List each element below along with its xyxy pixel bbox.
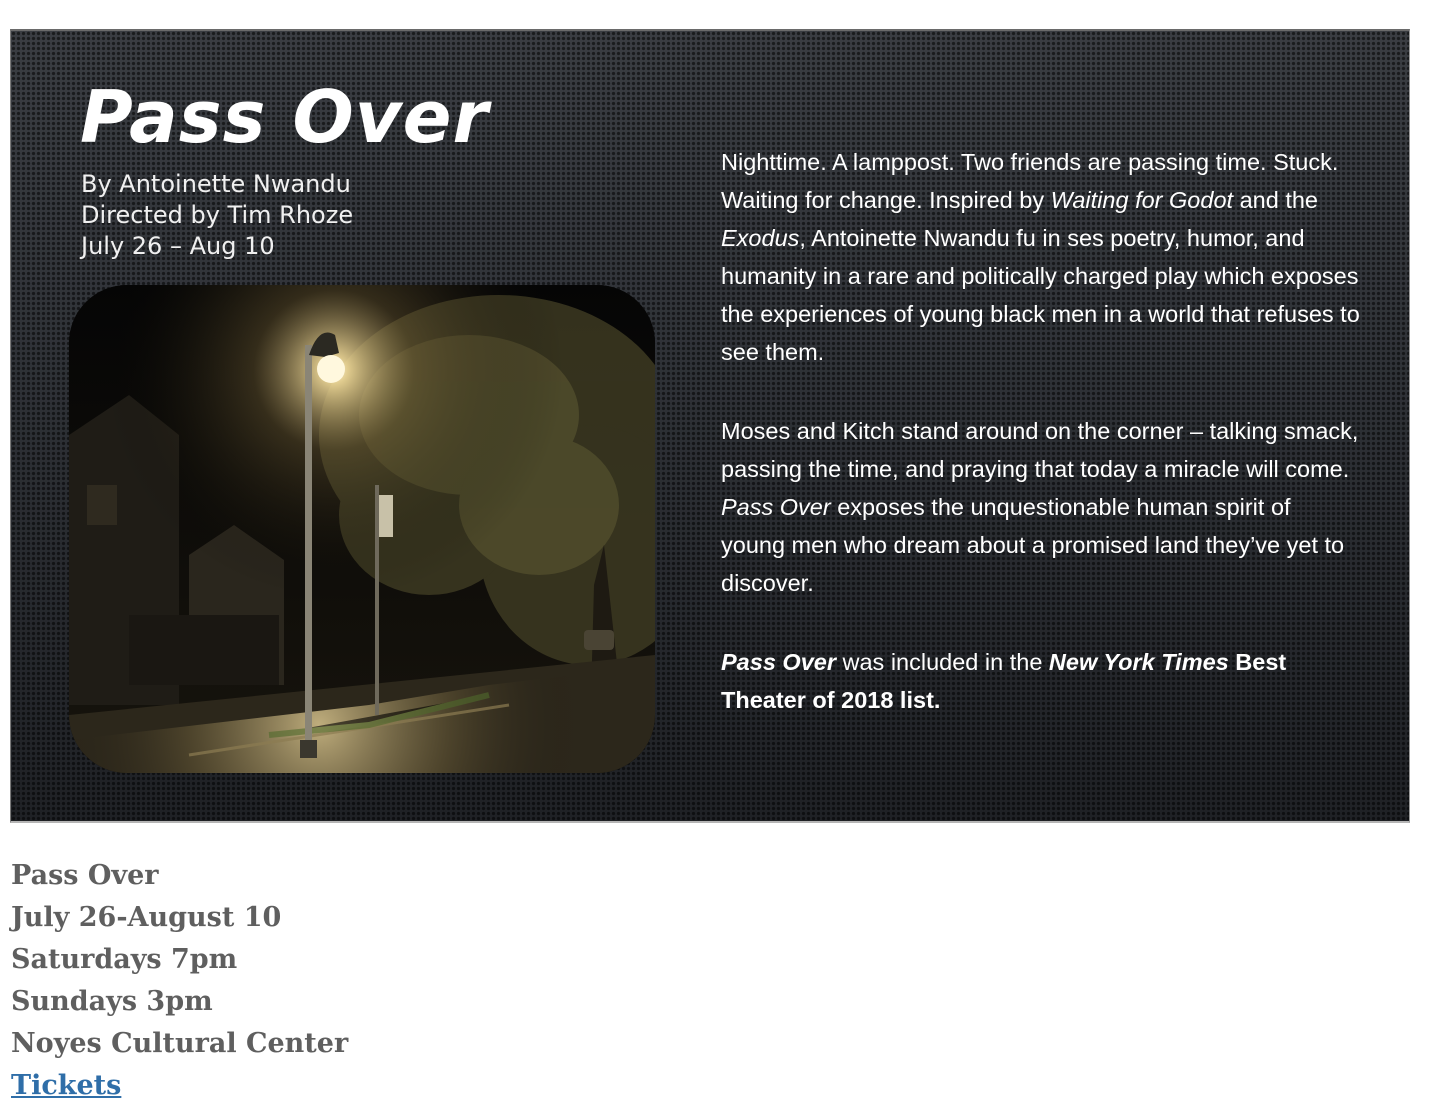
banner-title: Pass Over bbox=[80, 75, 490, 159]
tickets-link[interactable]: Tickets bbox=[11, 1070, 122, 1101]
banner-credits bbox=[81, 169, 353, 262]
p3-text-b: was included in the bbox=[835, 649, 1049, 675]
description-paragraph-2 bbox=[721, 412, 1361, 602]
p3-text-d: Best Theater of 2018 list. bbox=[721, 649, 1287, 713]
playwright-credit: By Antoinette Nwandu bbox=[81, 170, 351, 198]
p1-exodus: Exodus bbox=[721, 225, 800, 251]
details-title: Pass Over bbox=[11, 860, 159, 891]
show-description bbox=[721, 143, 1361, 760]
streetlamp-night-photo bbox=[69, 285, 655, 773]
show-details bbox=[11, 855, 348, 1107]
p1-text-e: , Antoinette Nwandu fu in ses poetry, humor, and humanity in a rare and politically charged play which exposes the experiences of young black men in a world that refuses to see them. bbox=[721, 225, 1360, 365]
show-banner bbox=[10, 29, 1410, 823]
details-saturdays: Saturdays 7pm bbox=[11, 944, 238, 975]
details-dates: July 26-August 10 bbox=[11, 902, 282, 933]
p1-text-a: Nighttime. A lamppost. Two friends are passing time. Stuck. Waiting for change. Inspired by bbox=[721, 149, 1339, 213]
p3-new-york-times: New York Times bbox=[1048, 649, 1229, 675]
details-sundays: Sundays 3pm bbox=[11, 986, 213, 1017]
description-paragraph-1 bbox=[721, 143, 1361, 371]
details-venue: Noyes Cultural Center bbox=[11, 1028, 349, 1059]
p2-text-a: Moses and Kitch stand around on the corner – talking smack, passing the time, and praying that today a miracle will come. bbox=[721, 418, 1359, 482]
p1-text-c: and the bbox=[1233, 187, 1318, 213]
p1-waiting-for-godot: Waiting for Godot bbox=[1050, 187, 1234, 213]
director-credit: Directed by Tim Rhoze bbox=[81, 201, 354, 229]
p2-pass-over: Pass Over bbox=[721, 494, 831, 520]
run-dates: July 26 – Aug 10 bbox=[81, 232, 275, 260]
description-paragraph-3 bbox=[721, 643, 1361, 719]
p2-text-c: exposes the unquestionable human spirit of young men who dream about a promised land they’ve yet to discover. bbox=[721, 494, 1345, 596]
p3-pass-over: Pass Over bbox=[721, 649, 836, 675]
